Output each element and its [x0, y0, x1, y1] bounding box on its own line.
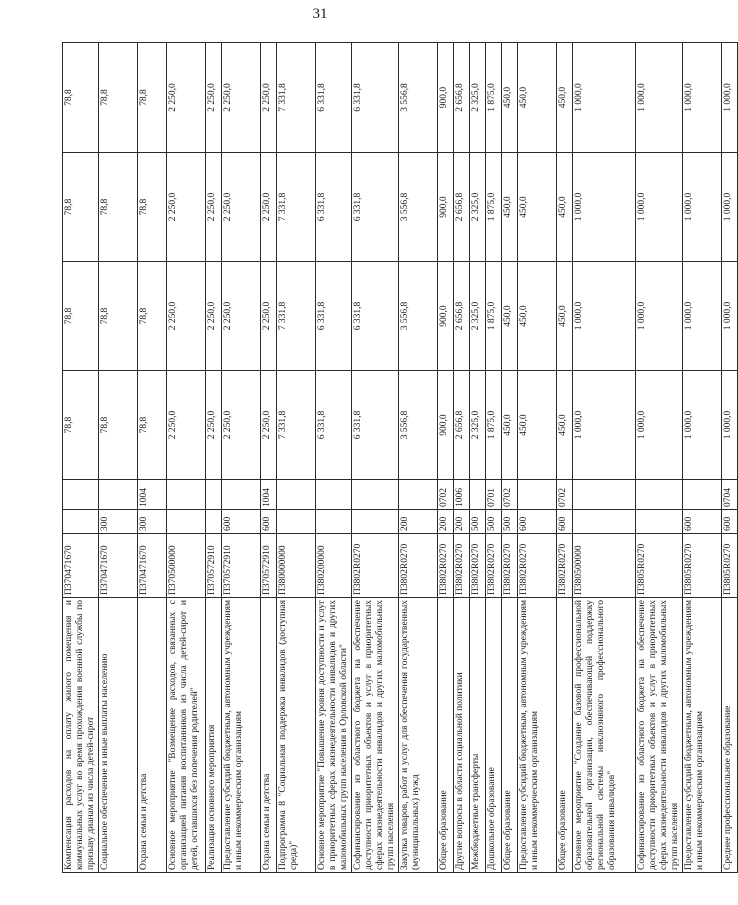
section-code-cell: 0702	[557, 480, 573, 510]
target-code-cell: П380500000	[573, 534, 636, 598]
target-code-cell: П3802R0270	[454, 534, 470, 598]
target-code-cell: П3802R0270	[399, 534, 438, 598]
section-code-cell	[636, 480, 683, 510]
amount-cell: 2 250,0	[261, 153, 277, 262]
amount-cell: 450,0	[518, 262, 557, 371]
amount-cell: 1 000,0	[683, 262, 722, 371]
amount-cell: 3 556,8	[399, 43, 438, 153]
section-code-cell	[573, 480, 636, 510]
amount-cell: 2 250,0	[206, 43, 222, 153]
amount-cell: 1 000,0	[573, 371, 636, 480]
rotated-table	[62, 43, 733, 873]
amount-cell: 78,8	[63, 371, 99, 480]
row-name-cell: Предоставление субсидий бюджетным, автономным учреждениям и иным некоммерческим организациям	[518, 598, 557, 873]
amount-cell: 2 250,0	[222, 43, 261, 153]
amount-cell: 450,0	[518, 371, 557, 480]
amount-cell: 900,0	[438, 371, 454, 480]
target-code-cell: П3805R0270	[683, 534, 722, 598]
amount-cell: 6 331,8	[352, 153, 399, 262]
amount-cell: 450,0	[557, 43, 573, 153]
section-code-cell: 0704	[722, 480, 738, 510]
amount-cell: 2 325,0	[470, 262, 486, 371]
budget-table	[62, 42, 738, 873]
amount-cell: 2 656,8	[454, 371, 470, 480]
amount-cell: 78,8	[63, 262, 99, 371]
table-row	[316, 43, 352, 873]
row-name-cell: Среднее профессиональное образование	[722, 598, 738, 873]
target-code-cell: П370471670	[63, 534, 99, 598]
amount-cell: 900,0	[438, 262, 454, 371]
expense-type-cell	[316, 510, 352, 534]
expense-type-cell: 500	[486, 510, 502, 534]
expense-type-cell: 200	[438, 510, 454, 534]
table-row	[438, 43, 454, 873]
amount-cell: 2 325,0	[470, 43, 486, 153]
amount-cell: 1 000,0	[636, 371, 683, 480]
amount-cell: 900,0	[438, 153, 454, 262]
amount-cell: 2 250,0	[206, 371, 222, 480]
amount-cell: 7 331,8	[277, 262, 316, 371]
row-name-cell: Предоставление субсидий бюджетным, автономным учреждениям и иным некоммерческим организациям	[222, 598, 261, 873]
target-code-cell: П3802R0270	[486, 534, 502, 598]
amount-cell: 900,0	[438, 43, 454, 153]
amount-cell: 1 000,0	[722, 153, 738, 262]
amount-cell: 78,8	[99, 153, 138, 262]
row-name-cell: Дошкольное образование	[486, 598, 502, 873]
amount-cell: 2 250,0	[167, 43, 206, 153]
amount-cell: 2 250,0	[167, 153, 206, 262]
amount-cell: 2 250,0	[222, 371, 261, 480]
expense-type-cell	[352, 510, 399, 534]
amount-cell: 78,8	[63, 43, 99, 153]
section-code-cell	[277, 480, 316, 510]
section-code-cell	[352, 480, 399, 510]
table-row	[63, 43, 99, 873]
table-row	[683, 43, 722, 873]
amount-cell: 450,0	[557, 371, 573, 480]
amount-cell: 1 000,0	[636, 153, 683, 262]
target-code-cell: П3802R0270	[502, 534, 518, 598]
target-code-cell: П370572910	[261, 534, 277, 598]
amount-cell: 1 875,0	[486, 262, 502, 371]
amount-cell: 2 250,0	[167, 262, 206, 371]
amount-cell: 450,0	[557, 153, 573, 262]
amount-cell: 450,0	[502, 153, 518, 262]
target-code-cell: П3805R0270	[722, 534, 738, 598]
section-code-cell	[99, 480, 138, 510]
section-code-cell	[683, 480, 722, 510]
table-row	[222, 43, 261, 873]
amount-cell: 2 656,8	[454, 43, 470, 153]
table-row	[502, 43, 518, 873]
section-code-cell: 1004	[261, 480, 277, 510]
amount-cell: 6 331,8	[316, 43, 352, 153]
expense-type-cell: 600	[222, 510, 261, 534]
expense-type-cell	[277, 510, 316, 534]
section-code-cell	[470, 480, 486, 510]
row-name-cell: Межбюджетные трансферты	[470, 598, 486, 873]
amount-cell: 6 331,8	[352, 43, 399, 153]
table-row	[399, 43, 438, 873]
row-name-cell: Охрана семьи и детства	[261, 598, 277, 873]
section-code-cell: 1006	[454, 480, 470, 510]
expense-type-cell: 500	[470, 510, 486, 534]
amount-cell: 6 331,8	[316, 153, 352, 262]
section-code-cell	[63, 480, 99, 510]
section-code-cell	[206, 480, 222, 510]
page-number: 31	[312, 6, 328, 22]
amount-cell: 3 556,8	[399, 262, 438, 371]
row-name-cell: Социальное обеспечение и иные выплаты населению	[99, 598, 138, 873]
section-code-cell: 0702	[502, 480, 518, 510]
amount-cell: 1 875,0	[486, 153, 502, 262]
amount-cell: 2 250,0	[206, 262, 222, 371]
amount-cell: 1 000,0	[683, 43, 722, 153]
expense-type-cell	[63, 510, 99, 534]
target-code-cell: П380200000	[316, 534, 352, 598]
amount-cell: 6 331,8	[352, 371, 399, 480]
amount-cell: 1 000,0	[722, 43, 738, 153]
amount-cell: 6 331,8	[316, 371, 352, 480]
table-row	[470, 43, 486, 873]
expense-type-cell	[636, 510, 683, 534]
amount-cell: 450,0	[502, 43, 518, 153]
target-code-cell: П3802R0270	[470, 534, 486, 598]
amount-cell: 2 250,0	[261, 371, 277, 480]
table-row	[636, 43, 683, 873]
table-row	[206, 43, 222, 873]
amount-cell: 1 000,0	[636, 262, 683, 371]
row-name-cell: Закупка товаров, работ и услуг для обеспечения государственных (муниципальных) нужд	[399, 598, 438, 873]
row-name-cell: Софинансирование из областного бюджета на обеспечение доступности приоритетных объектов и услуг в приоритетных сферах жизнедеятельности инвалидов и других маломобильных групп населения	[352, 598, 399, 873]
target-code-cell: П3802R0270	[352, 534, 399, 598]
expense-type-cell: 200	[454, 510, 470, 534]
expense-type-cell: 300	[99, 510, 138, 534]
expense-type-cell: 600	[518, 510, 557, 534]
section-code-cell	[518, 480, 557, 510]
amount-cell: 1 875,0	[486, 371, 502, 480]
table-row	[454, 43, 470, 873]
table-row	[99, 43, 138, 873]
target-code-cell: П3802R0270	[438, 534, 454, 598]
amount-cell: 78,8	[138, 262, 167, 371]
amount-cell: 1 000,0	[722, 371, 738, 480]
table-row	[167, 43, 206, 873]
section-code-cell: 0701	[486, 480, 502, 510]
expense-type-cell	[167, 510, 206, 534]
row-name-cell: Охрана семьи и детства	[138, 598, 167, 873]
amount-cell: 2 250,0	[222, 262, 261, 371]
section-code-cell	[316, 480, 352, 510]
expense-type-cell	[206, 510, 222, 534]
amount-cell: 3 556,8	[399, 371, 438, 480]
expense-type-cell: 500	[502, 510, 518, 534]
amount-cell: 78,8	[99, 262, 138, 371]
target-code-cell: П370471670	[99, 534, 138, 598]
amount-cell: 450,0	[502, 262, 518, 371]
amount-cell: 78,8	[63, 153, 99, 262]
amount-cell: 6 331,8	[352, 262, 399, 371]
target-code-cell: П370500000	[167, 534, 206, 598]
amount-cell: 450,0	[557, 262, 573, 371]
amount-cell: 6 331,8	[316, 262, 352, 371]
table-row	[277, 43, 316, 873]
amount-cell: 78,8	[138, 43, 167, 153]
row-name-cell: Софинансирование из областного бюджета на обеспечение доступности приоритетных объектов и услуг в приоритетных сферах жизнедеятельности инвалидов и других маломобильных групп населения	[636, 598, 683, 873]
row-name-cell: Другие вопросы в области социальной политики	[454, 598, 470, 873]
amount-cell: 1 000,0	[636, 43, 683, 153]
amount-cell: 2 656,8	[454, 153, 470, 262]
expense-type-cell: 300	[138, 510, 167, 534]
table-row	[722, 43, 738, 873]
amount-cell: 2 656,8	[454, 262, 470, 371]
row-name-cell: Основное мероприятие "Повышение уровня доступности и услуг в приоритетных сферах жизнедеятельности инвалидов и других маломобильных групп населения в Орловской области"	[316, 598, 352, 873]
amount-cell: 78,8	[99, 43, 138, 153]
section-code-cell	[222, 480, 261, 510]
target-code-cell: П370471670	[138, 534, 167, 598]
row-name-cell: Предоставление субсидий бюджетным, автономным учреждениям и иным некоммерческим организациям	[683, 598, 722, 873]
amount-cell: 2 250,0	[206, 153, 222, 262]
amount-cell: 78,8	[138, 153, 167, 262]
amount-cell: 1 000,0	[573, 43, 636, 153]
expense-type-cell: 600	[722, 510, 738, 534]
row-name-cell: Общее образование	[438, 598, 454, 873]
table-row	[573, 43, 636, 873]
expense-type-cell: 200	[399, 510, 438, 534]
amount-cell: 1 000,0	[683, 371, 722, 480]
table-row	[138, 43, 167, 873]
amount-cell: 2 250,0	[261, 262, 277, 371]
row-name-cell: Компенсация расходов на оплату жилого помещения и коммунальных услуг во время прохождения военной службы по призыву дианам из числа детей-сирот	[63, 598, 99, 873]
row-name-cell: Основное мероприятие "Возмещение расходов, связанных с организацией питания воспитанников из числа детей-сирот и детей, оставшихся без попечения родителей"	[167, 598, 206, 873]
amount-cell: 7 331,8	[277, 43, 316, 153]
amount-cell: 78,8	[99, 371, 138, 480]
amount-cell: 450,0	[502, 371, 518, 480]
row-name-cell: Подпрограмма 8 "Социальная поддержка инвалидов (доступная среда)"	[277, 598, 316, 873]
amount-cell: 1 000,0	[683, 153, 722, 262]
amount-cell: 7 331,8	[277, 153, 316, 262]
target-code-cell: П370572910	[222, 534, 261, 598]
target-code-cell: П380000000	[277, 534, 316, 598]
section-code-cell: 1004	[138, 480, 167, 510]
amount-cell: 2 325,0	[470, 371, 486, 480]
amount-cell: 2 325,0	[470, 153, 486, 262]
table-row	[261, 43, 277, 873]
amount-cell: 7 331,8	[277, 371, 316, 480]
row-name-cell: Общее образование	[557, 598, 573, 873]
rotated-table-frame	[62, 43, 733, 873]
target-code-cell: П3802R0270	[518, 534, 557, 598]
section-code-cell	[399, 480, 438, 510]
amount-cell: 1 000,0	[722, 262, 738, 371]
amount-cell: 2 250,0	[261, 43, 277, 153]
table-row	[557, 43, 573, 873]
amount-cell: 1 000,0	[573, 153, 636, 262]
amount-cell: 450,0	[518, 153, 557, 262]
amount-cell: 1 000,0	[573, 262, 636, 371]
amount-cell: 2 250,0	[222, 153, 261, 262]
row-name-cell: Основное мероприятие "Создание базовой профессиональной образовательной организации, обеспечивающей поддержку региональной системы инклюзивного профессионального образования инвалидов"	[573, 598, 636, 873]
expense-type-cell: 600	[261, 510, 277, 534]
amount-cell: 78,8	[138, 371, 167, 480]
target-code-cell: П370572910	[206, 534, 222, 598]
row-name-cell: Реализация основного мероприятия	[206, 598, 222, 873]
expense-type-cell: 600	[557, 510, 573, 534]
table-row	[486, 43, 502, 873]
table-row	[518, 43, 557, 873]
amount-cell: 450,0	[518, 43, 557, 153]
row-name-cell: Общее образование	[502, 598, 518, 873]
target-code-cell: П3802R0270	[557, 534, 573, 598]
target-code-cell: П3805R0270	[636, 534, 683, 598]
section-code-cell: 0702	[438, 480, 454, 510]
amount-cell: 3 556,8	[399, 153, 438, 262]
expense-type-cell	[573, 510, 636, 534]
amount-cell: 2 250,0	[167, 371, 206, 480]
table-row	[352, 43, 399, 873]
section-code-cell	[167, 480, 206, 510]
expense-type-cell: 600	[683, 510, 722, 534]
amount-cell: 1 875,0	[486, 43, 502, 153]
